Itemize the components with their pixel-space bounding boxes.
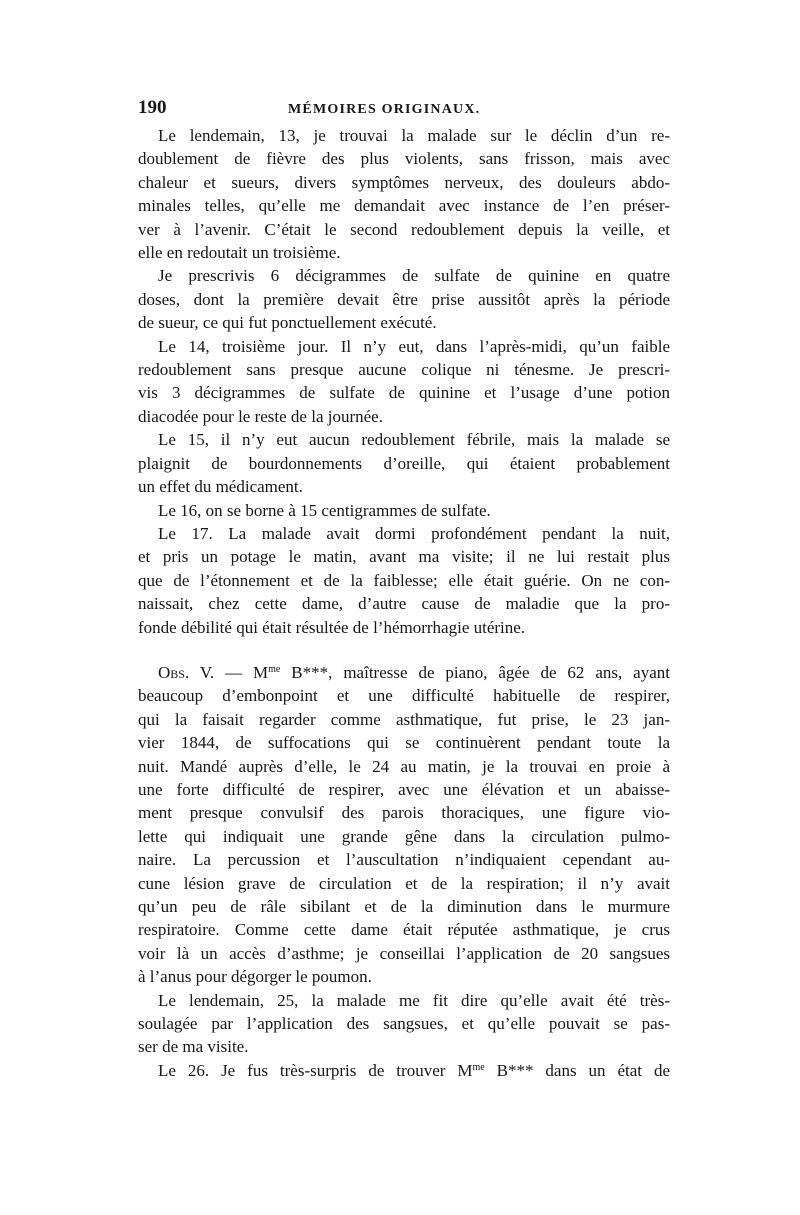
text-line: nuit. Mandé auprès d’elle, le 24 au matin, je la trouvai en proie à (138, 756, 670, 776)
observation-lines (138, 684, 670, 988)
last-line-before: Le 26. Je fus très-surpris de trouver M (158, 1060, 473, 1080)
document-page (138, 96, 670, 1082)
paragraph (138, 428, 670, 498)
text-line: Le lendemain, 25, la malade me fit dire qu’elle avait été très- (158, 990, 670, 1010)
text-line: voir là un accès d’asthme; je conseillai l’application de 20 sangsues (138, 943, 670, 963)
text-line: minales telles, qu’elle me demandait avec instance de l’en préser- (138, 196, 670, 216)
text-line: de sueur, ce qui fut ponctuellement exécuté. (138, 313, 437, 333)
text-line: un effet du médicament. (138, 477, 303, 497)
text-line (138, 1059, 670, 1082)
observation-first-line (138, 661, 670, 684)
after-observation-text (138, 989, 670, 1059)
text-line: lette qui indiquait une grande gêne dans la circulation pulmo- (138, 826, 670, 846)
section-gap (138, 639, 670, 661)
paragraph (138, 499, 670, 522)
text-line: vis 3 décigrammes de sulfate de quinine et l’usage d’une potion (138, 383, 670, 403)
text-line: Le 14, troisième jour. Il n’y eut, dans l’après-midi, qu’un faible (158, 336, 670, 356)
text-line: naire. La percussion et l’auscultation n’indiquaient cependant au- (138, 850, 670, 870)
observation-dash: — M (214, 662, 269, 682)
paragraph (138, 335, 670, 429)
page-number: 190 (138, 97, 167, 118)
paragraph (138, 522, 670, 639)
text-line: doses, dont la première devait être prise aussitôt après la période (138, 289, 670, 309)
text-line: une forte difficulté de respirer, avec une élévation et un abaisse- (138, 779, 670, 799)
text-line: chaleur et sueurs, divers symptômes nerveux, des douleurs abdo- (138, 172, 670, 192)
text-line: ment presque convulsif des parois thoraciques, une figure vio- (138, 803, 670, 823)
text-line: Je prescrivis 6 décigrammes de sulfate de quinine en quatre (158, 266, 670, 286)
last-paragraph (138, 1059, 670, 1082)
text-line: beaucoup d’embonpoint et une difficulté habituelle de respirer, (138, 686, 670, 706)
text-line: et pris un potage le matin, avant ma visite; il ne lui restait plus (138, 547, 670, 567)
title-superscript: me (472, 1061, 485, 1073)
text-line: à l’anus pour dégorger le poumon. (138, 967, 372, 987)
title-superscript: me (268, 663, 281, 675)
text-line: qu’un peu de râle sibilant et de la diminution dans le murmure (138, 897, 670, 916)
body-text (138, 124, 670, 639)
text-line: que de l’étonnement et de la faiblesse; elle était guérie. On ne con- (138, 570, 670, 590)
text-line: fonde débilité qui était résultée de l’hémorrhagie utérine. (138, 617, 526, 637)
text-line: vier 1844, de suffocations qui se continuèrent pendant toute la (138, 733, 670, 753)
text-line: ser de ma visite. (138, 1037, 249, 1057)
running-title: MÉMOIRES ORIGINAUX. (288, 102, 481, 117)
text-line: doublement de fièvre des plus violents, sans frisson, mais avec (138, 149, 670, 169)
text-line: naissait, chez cette dame, d’autre cause de maladie que la pro- (138, 594, 670, 614)
text-line: diacodée pour le reste de la journée. (138, 406, 383, 426)
text-line: Le lendemain, 13, je trouvai la malade sur le déclin d’un re- (158, 126, 670, 145)
observation-label: Obs. V. (158, 662, 215, 682)
text-line: Le 17. La malade avait dormi profondément pendant la nuit, (158, 523, 670, 543)
text-line: plaignit de bourdonnements d’oreille, qui étaient probablement (138, 453, 670, 473)
text-line: Le 16, on se borne à 15 centigrammes de sulfate. (158, 500, 491, 520)
text-line: elle en redoutait un troisième. (138, 243, 341, 263)
text-line: qui la faisait regarder comme asthmatique, fut prise, le 23 jan- (138, 709, 670, 729)
last-line-after: B*** dans un état de (484, 1060, 670, 1080)
paragraph (138, 124, 670, 264)
observation-name-rest: B***, maîtresse de piano, âgée de 62 ans, ayant (280, 662, 670, 682)
text-line: redoublement sans presque aucune colique ni ténesme. Je prescri- (138, 360, 670, 380)
paragraph (138, 264, 670, 334)
text-line: respiratoire. Comme cette dame était réputée asthmatique, je crus (138, 920, 670, 940)
text-line: ver à l’avenir. C’était le second redoublement depuis la veille, et (138, 219, 670, 239)
text-line: cune lésion grave de circulation et de la respiration; il n’y avait (138, 873, 670, 893)
running-header (138, 96, 670, 124)
observation-paragraph (138, 661, 670, 989)
text-line: Le 15, il n’y eut aucun redoublement fébrile, mais la malade se (158, 430, 670, 450)
paragraph (138, 989, 670, 1059)
text-line: soulagée par l’application des sangsues, et qu’elle pouvait se pas- (138, 1014, 670, 1034)
